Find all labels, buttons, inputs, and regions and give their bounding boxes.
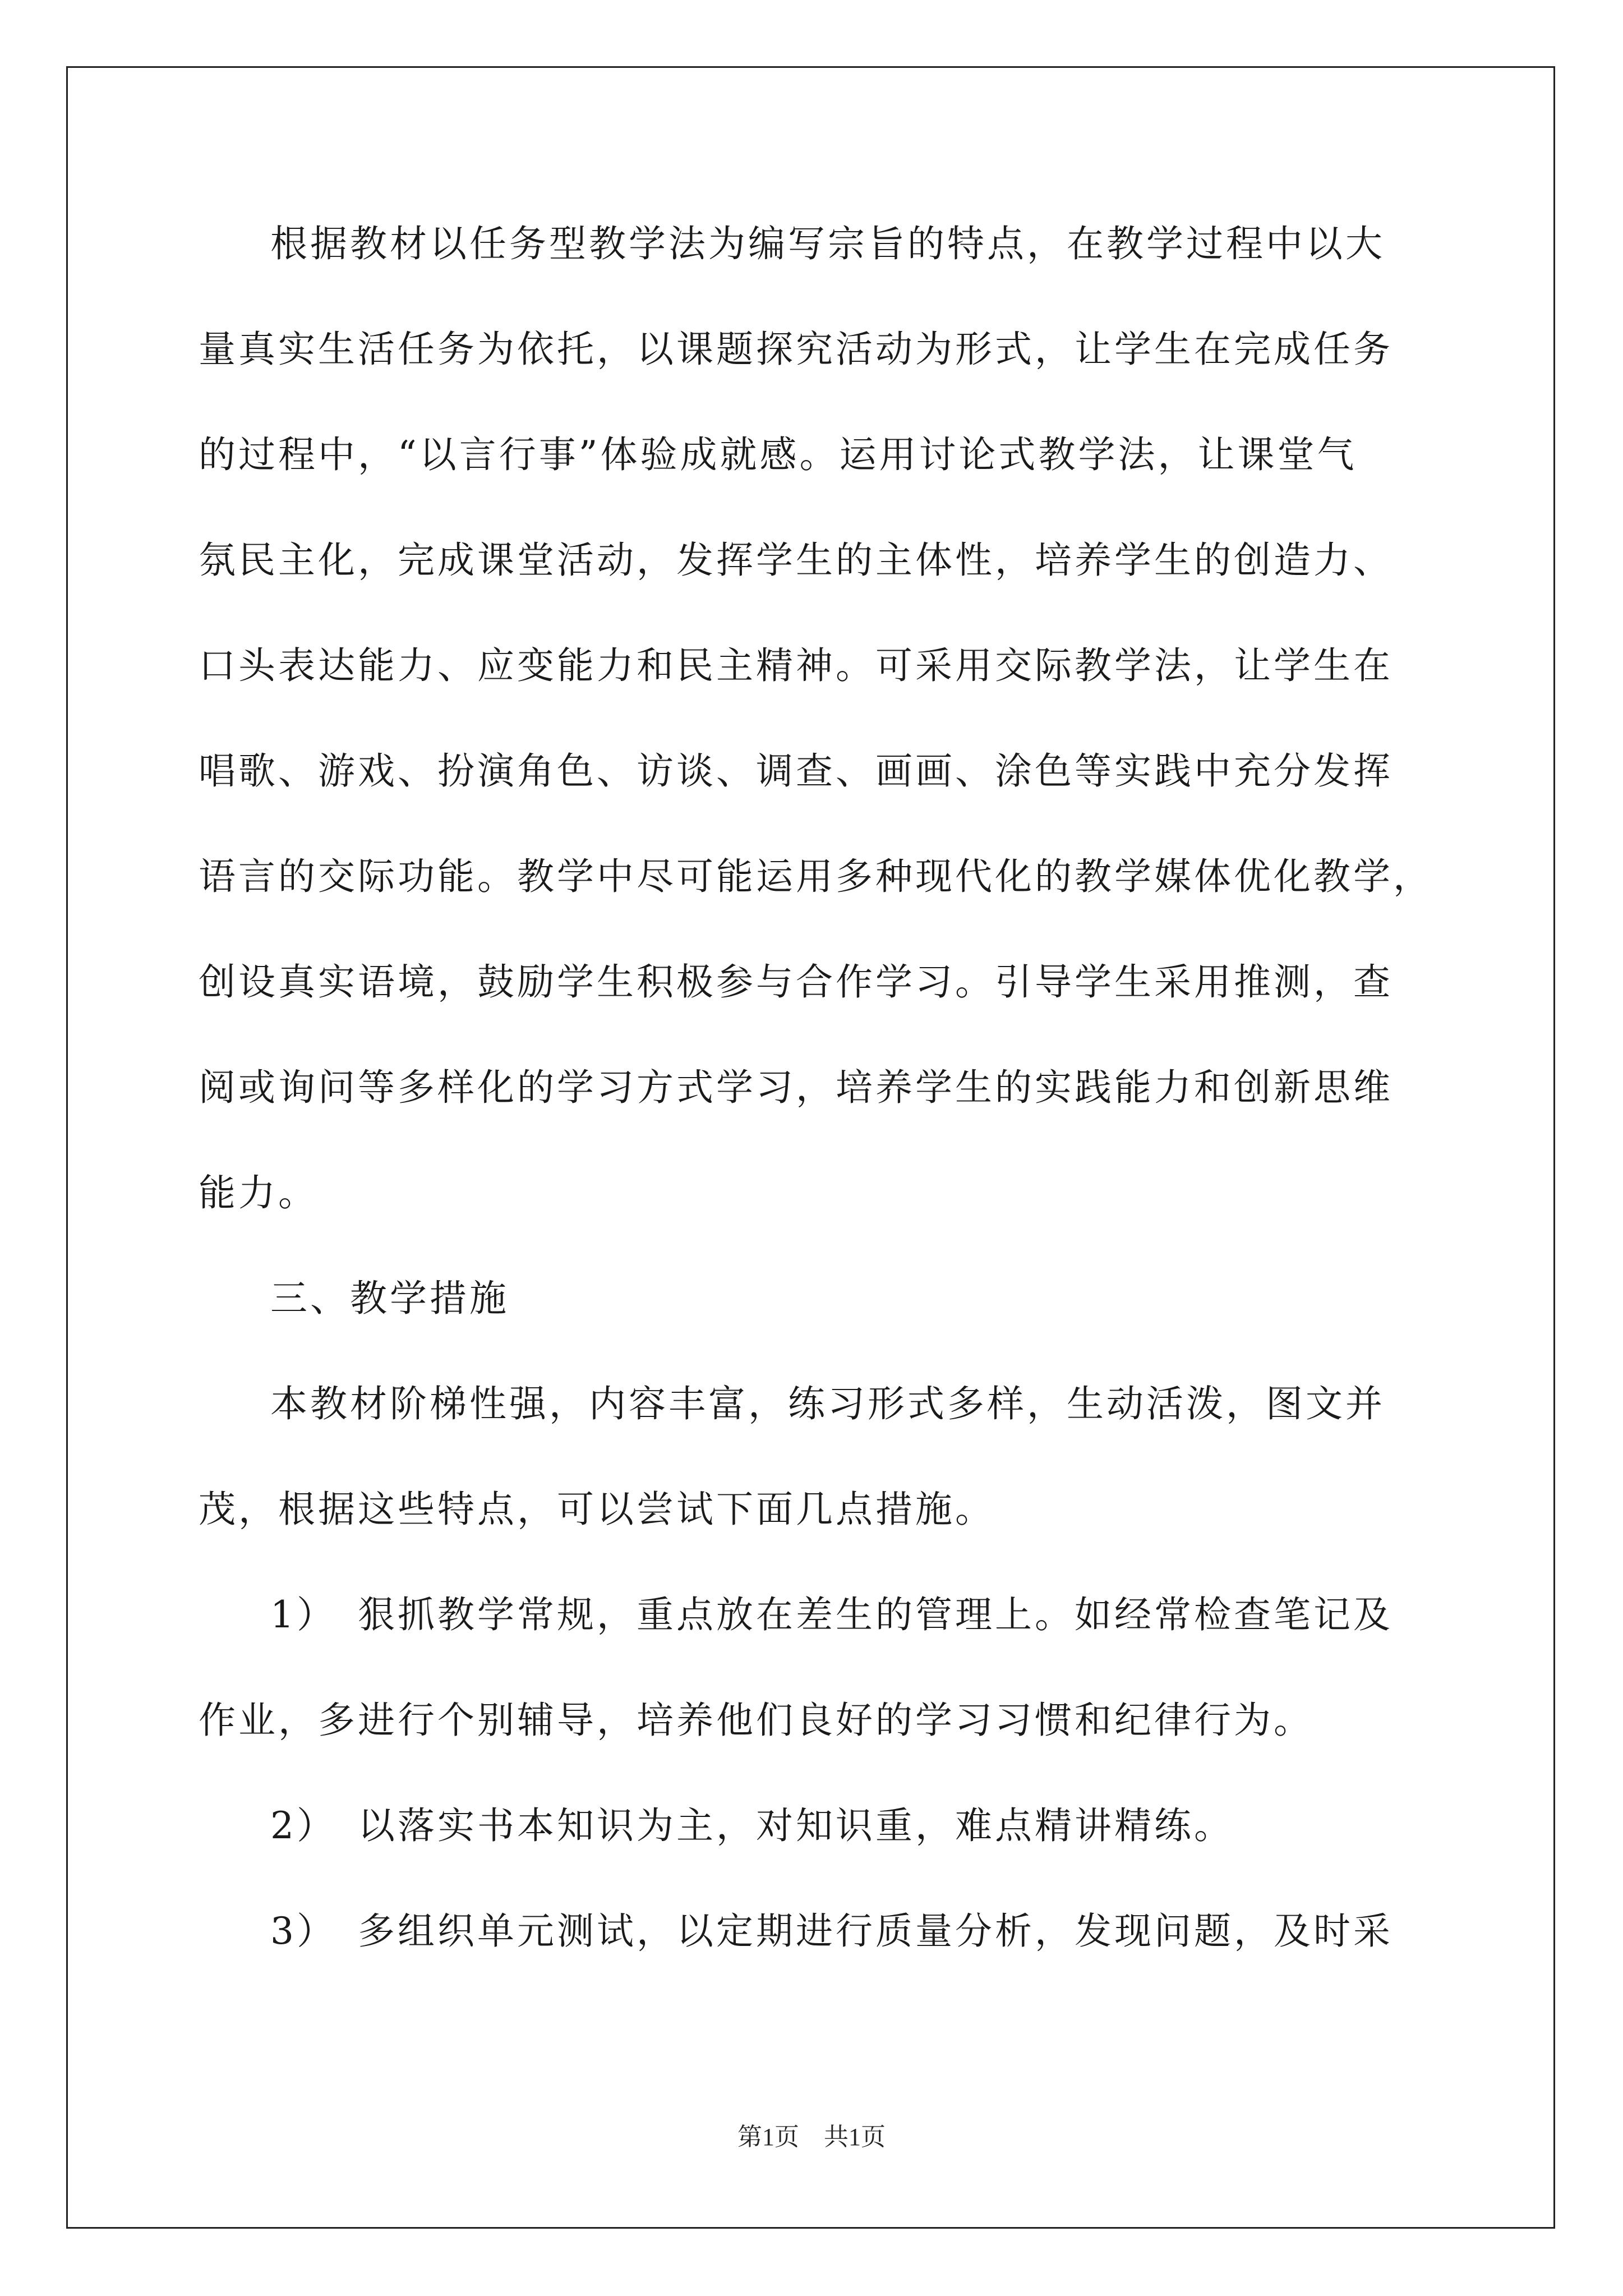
paragraph-line: 语言的交际功能。教学中尽可能运用多种现代化的教学媒体优化教学， bbox=[199, 855, 1433, 898]
list-item: 1） 狠抓教学常规，重点放在差生的管理上。如经常检查笔记及 bbox=[270, 1593, 1393, 1636]
paragraph-line: 本教材阶梯性强，内容丰富，练习形式多样，生动活泼，图文并 bbox=[270, 1382, 1385, 1425]
paragraph-line: 的过程中，“以言行事”体验成就感。运用讨论式教学法，让课堂气 bbox=[199, 433, 1357, 476]
paragraph-line: 创设真实语境，鼓励学生积极参与合作学习。引导学生采用推测，查 bbox=[199, 960, 1393, 1004]
paragraph-line: 茂，根据这些特点，可以尝试下面几点措施。 bbox=[199, 1488, 995, 1531]
paragraph-line: 根据教材以任务型教学法为编写宗旨的特点，在教学过程中以大 bbox=[270, 222, 1385, 265]
section-heading: 三、教学措施 bbox=[270, 1277, 509, 1320]
paragraph-line: 能力。 bbox=[199, 1171, 318, 1214]
list-item-continuation: 作业，多进行个别辅导，培养他们良好的学习习惯和纪律行为。 bbox=[199, 1699, 1313, 1742]
paragraph-line: 口头表达能力、应变能力和民主精神。可采用交际教学法，让学生在 bbox=[199, 644, 1393, 687]
paragraph-line: 量真实生活任务为依托，以课题探究活动为形式，让学生在完成任务 bbox=[199, 328, 1393, 371]
paragraph-line: 氛民主化，完成课堂活动，发挥学生的主体性，培养学生的创造力、 bbox=[199, 539, 1393, 582]
list-item: 3） 多组织单元测试，以定期进行质量分析，发现问题，及时采 bbox=[270, 1910, 1393, 1953]
page-number: 第1页 共1页 bbox=[737, 2123, 886, 2151]
paragraph-line: 阅或询问等多样化的学习方式学习，培养学生的实践能力和创新思维 bbox=[199, 1066, 1393, 1109]
list-item: 2） 以落实书本知识为主，对知识重，难点精讲精练。 bbox=[270, 1804, 1234, 1847]
paragraph-line: 唱歌、游戏、扮演角色、访谈、调查、画画、涂色等实践中充分发挥 bbox=[199, 749, 1393, 793]
